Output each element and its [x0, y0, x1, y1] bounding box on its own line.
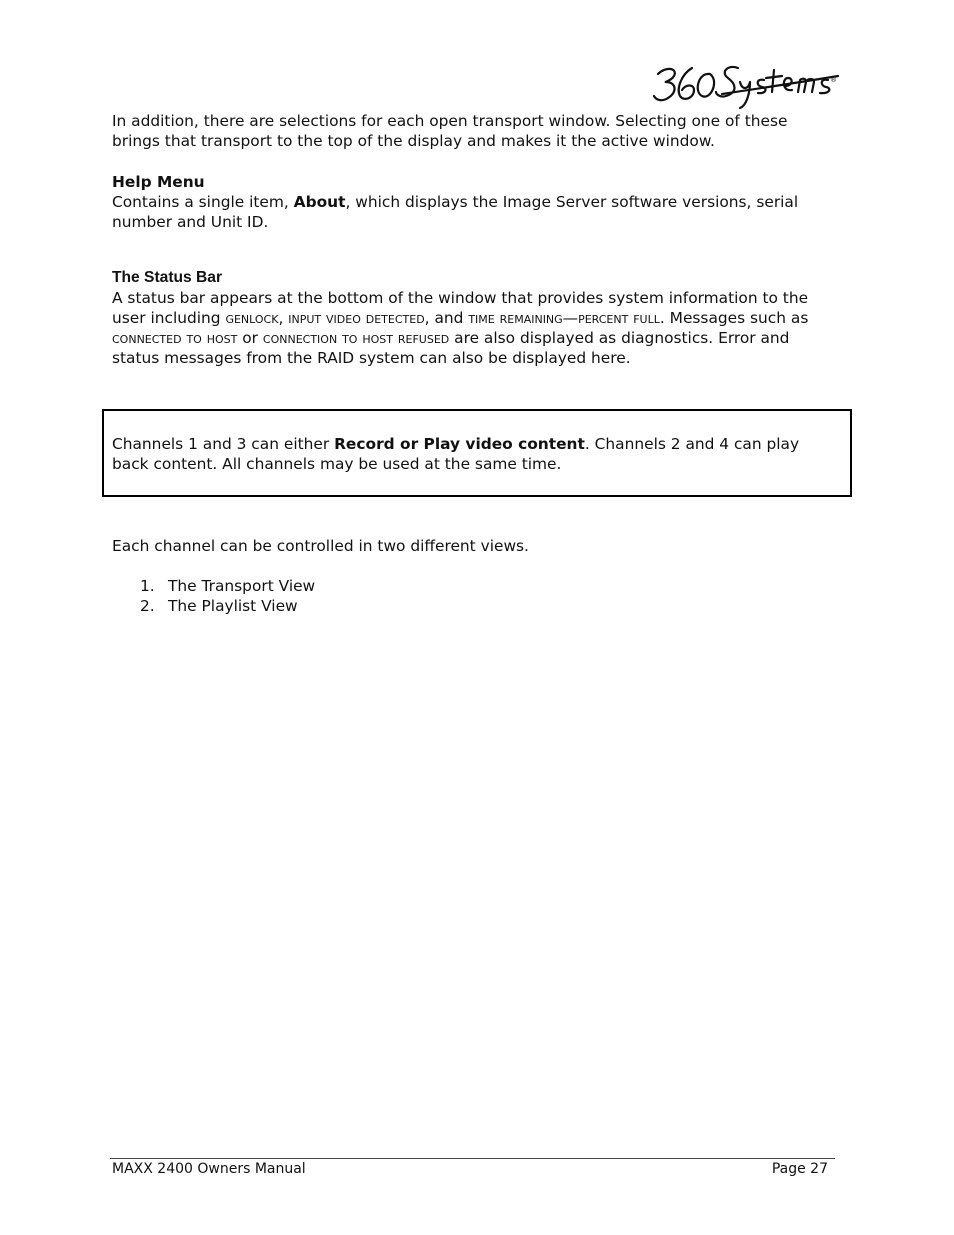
list-item — [140, 596, 315, 616]
genlock-term: genlock — [225, 309, 279, 327]
intro-paragraph — [112, 111, 837, 151]
views-list — [140, 576, 315, 616]
help-menu-section — [112, 172, 837, 232]
time-remaining-term: time remaining—percent full — [468, 309, 660, 327]
input-video-detected-term: input video detected — [288, 309, 425, 327]
footer-manual-title: MAXX 2400 Owners Manual — [112, 1161, 306, 1177]
list-item-number: 1. — [140, 577, 155, 595]
status-bar-section — [112, 268, 837, 368]
views-intro — [112, 536, 837, 556]
footer-page-number: Page 27 — [771, 1161, 828, 1177]
status-bar-text: A status bar appears at the bottom of the window that provides system information to the user including genlock, input video detected, and time remaining—percent full. Messages such as connected to host or connection to host refused are also displayed as diagnostics. Error and status messages from the RAID system can also be displayed here. — [112, 289, 809, 367]
about-item: About — [293, 193, 346, 211]
brand-logo-graphic — [652, 58, 842, 112]
list-item — [140, 576, 315, 596]
list-item-number: 2. — [140, 597, 155, 615]
brand-logo — [652, 58, 842, 112]
list-item-label: The Playlist View — [168, 597, 298, 615]
intro-text: In addition, there are selections for each open transport window. Selecting one of these brings that transport to the top of the display and makes it the active window. — [112, 112, 788, 150]
help-menu-text: Contains a single item, About, which displays the Image Server software versions, serial number and Unit ID. — [112, 193, 799, 231]
channels-note-box — [102, 409, 852, 497]
connected-to-host-term: connected to host — [112, 329, 238, 347]
connection-refused-term: connection to host refused — [262, 329, 450, 347]
record-play-emphasis: Record or Play video content — [334, 435, 585, 453]
status-bar-heading: The Status Bar — [112, 269, 223, 286]
channels-note-text: Channels 1 and 3 can either Record or Play video content. Channels 2 and 4 can play back content. All channels may be used at the same time. — [112, 435, 800, 473]
views-intro-text: Each channel can be controlled in two different views. — [112, 537, 529, 555]
footer-divider — [110, 1158, 835, 1159]
help-menu-heading: Help Menu — [112, 173, 205, 191]
list-item-label: The Transport View — [168, 577, 316, 595]
registered-mark: ® — [830, 76, 837, 84]
